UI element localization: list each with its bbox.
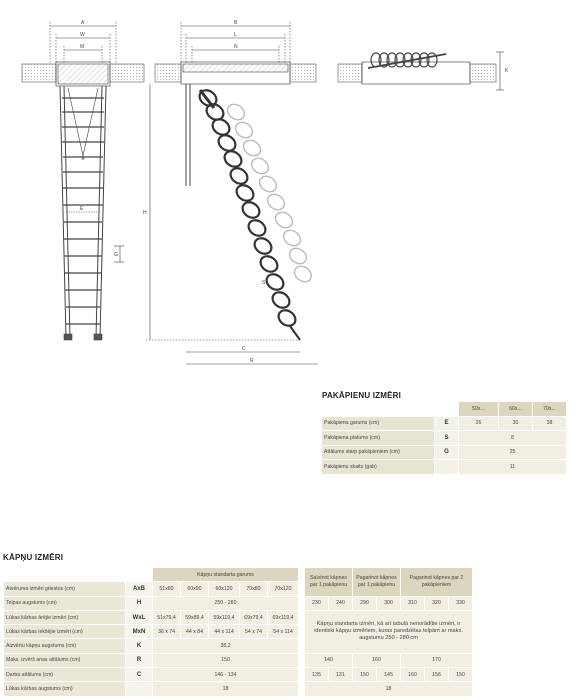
cell-value: 18 [153, 682, 299, 696]
row-label: Maks. izvērš anas attālums (cm) [4, 653, 126, 667]
cell-value: 140 [305, 653, 353, 667]
cell-value: 25 [459, 445, 567, 460]
extend1-header: Pagarinot kāpnes par 1 pakāpienu [353, 568, 401, 597]
sizes-section-title: KĀPŅU IZMĒRI [3, 553, 64, 562]
dim-m: M [80, 44, 85, 50]
cell-value: 38,2 [153, 639, 299, 653]
std-length-header: Kāpņu standarta garums [153, 568, 299, 582]
dim-r: R [250, 358, 254, 364]
table-row [322, 445, 567, 460]
dim-l: L [234, 32, 237, 38]
cell-value: 135 [305, 668, 329, 682]
cell-value: 59x89,4 [181, 610, 209, 624]
row-label: Telpas augstums (cm) [4, 596, 126, 610]
cell-value: 38 [533, 416, 567, 431]
front-view [22, 22, 144, 340]
row-code: AxB [126, 582, 153, 596]
cell-value: 60x120 [209, 582, 240, 596]
row-code: K [126, 639, 153, 653]
shorten-header: Saīsinot kāpnes par 1 pakāpienu [305, 568, 353, 597]
dim-c: C [242, 346, 246, 352]
cell-value: 310 [401, 596, 425, 610]
sizes-table-wrap [3, 567, 473, 697]
dim-k: K [505, 68, 509, 74]
cell-value: 8 [459, 431, 567, 446]
cell-value: 300 [377, 596, 401, 610]
table-row [4, 668, 473, 682]
cell-value: 51x79,4 [153, 610, 181, 624]
table-row [322, 431, 567, 446]
table-row [322, 460, 567, 475]
row-label: Aizvērtu kāpņu augstums (cm) [4, 639, 126, 653]
cell-value: 70x120 [268, 582, 299, 596]
row-code [126, 682, 153, 696]
cell-value: 26 [459, 416, 499, 431]
table-row [4, 653, 473, 667]
cell-value: 290 [353, 596, 377, 610]
row-label: Attālums starp pakāpieniem (cm) [322, 445, 435, 460]
cell-value: 145 [377, 668, 401, 682]
row-label: Lūkas kārbas iekšējie izmēri (cm) [4, 625, 126, 639]
table-row [4, 596, 473, 610]
cell-value: 240 [329, 596, 353, 610]
cell-value: 330 [449, 596, 473, 610]
cell-value: 44 x 114 [209, 625, 240, 639]
table-row [4, 682, 473, 696]
cell-value: 230 [305, 596, 329, 610]
dim-w: W [80, 32, 85, 38]
cell-value: 59x119,4 [209, 610, 240, 624]
cell-value: 146 - 134 [153, 668, 299, 682]
steps-section-title: PAKĀPIENU IZMĒRI [322, 391, 402, 400]
row-label: Pakāpiena platums (cm) [322, 431, 435, 446]
extend2-header: Pagarinot kāpnes par 2 pakāpieniem [401, 568, 473, 597]
row-code: WxL [126, 610, 153, 624]
cell-value: 54 x 114 [268, 625, 299, 639]
cell-value: 150 [449, 668, 473, 682]
cell-value: 150 [353, 668, 377, 682]
cell-value: 54 x 74 [240, 625, 268, 639]
dim-a: A [81, 20, 85, 26]
dim-g: G [114, 252, 118, 258]
row-label: Lūkas kārbas augstums (cm) [4, 682, 126, 696]
sizes-header-row [4, 568, 473, 582]
row-code: R [126, 653, 153, 667]
cell-value: 70x80 [240, 582, 268, 596]
row-label: Lūkas kārbas ārējie izmēri (cm) [4, 610, 126, 624]
row-code: MxN [126, 625, 153, 639]
row-code: C [126, 668, 153, 682]
cell-value: 131 [329, 668, 353, 682]
cell-value: 51x80 [153, 582, 181, 596]
row-label: Pakāpienu skaits (gab) [322, 460, 435, 475]
dim-n: N [234, 44, 238, 50]
cell-value: 156 [425, 668, 449, 682]
cell-value: 150 [153, 653, 299, 667]
cell-value: 320 [425, 596, 449, 610]
cell-value: 30 [499, 416, 533, 431]
row-code: S [435, 431, 459, 446]
dim-h: H [143, 210, 147, 216]
cell-value: 69x119,4 [268, 610, 299, 624]
steps-header-col: 50x... [459, 402, 499, 417]
row-code: H [126, 596, 153, 610]
cell-value: 44 x 84 [181, 625, 209, 639]
cell-value: 60x90 [181, 582, 209, 596]
cell-value: 11 [459, 460, 567, 475]
cell-value: 18 [305, 682, 473, 696]
steps-header-col: 60x... [499, 402, 533, 417]
table-row [4, 610, 473, 624]
cell-value: 160 [401, 668, 425, 682]
dim-s: S [262, 280, 266, 286]
sizes-table [3, 567, 473, 697]
steps-header-col: 70x... [533, 402, 567, 417]
cell-value: 250 - 280 [153, 596, 299, 610]
folded-coils [368, 53, 446, 68]
row-label: Darba attālums (cm) [4, 668, 126, 682]
row-label: Atvēruma izmēri griestos (cm) [4, 582, 126, 596]
table-row [322, 416, 567, 431]
steps-table [321, 401, 567, 475]
dimensions-note: Kāpņu standarta izmēri, kā arī tabulā nenorādītie izmēri, ir identiski kāpņu izmēriem, kuras paredzētas telpām ar maks. augstumu 250 - 280 cm [305, 610, 473, 653]
steps-header-row [322, 402, 567, 417]
row-code: G [435, 445, 459, 460]
row-code [435, 460, 459, 475]
cell-value: 160 [353, 653, 401, 667]
row-label: Pakāpiena garums (cm) [322, 416, 435, 431]
dim-b: B [234, 20, 238, 26]
cell-value: 69x79,4 [240, 610, 268, 624]
cell-value: 36 x 74 [153, 625, 181, 639]
cell-value: 170 [401, 653, 473, 667]
row-code: E [435, 416, 459, 431]
dim-e: E [80, 206, 84, 212]
